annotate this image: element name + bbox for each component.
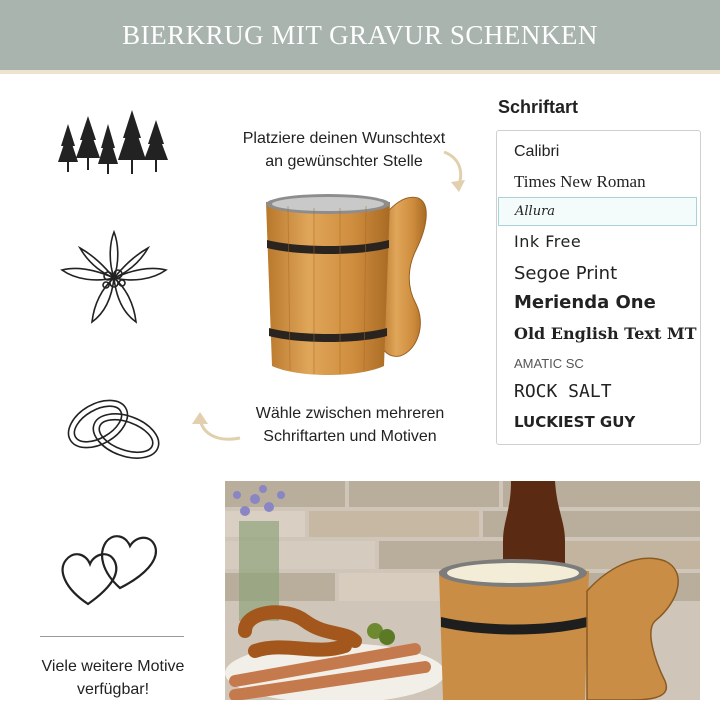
font-panel-title: Schriftart: [498, 97, 579, 117]
font-option-allura[interactable]: Allura: [498, 197, 697, 226]
trees-icon: [56, 110, 170, 178]
wedding-rings-icon: [64, 390, 164, 468]
hearts-icon: [58, 530, 158, 606]
caption-more-motifs: Viele weitere Motive verfügbar!: [41, 658, 185, 698]
font-option-calibri[interactable]: Calibri: [514, 142, 560, 160]
banner-divider: [0, 70, 720, 74]
font-option-merienda-one[interactable]: Merienda One: [514, 292, 656, 313]
header-banner: [0, 0, 720, 70]
caption-placement: Platziere deinen Wunschtext an gewünschter Stelle: [242, 130, 446, 170]
font-list: [496, 130, 701, 445]
font-option-segoe-print[interactable]: Segoe Print: [514, 263, 618, 284]
edelweiss-icon: [60, 230, 168, 326]
caption-fonts: Wähle zwischen mehreren Schriftarten und Motiven: [255, 405, 445, 445]
font-option-amatic-sc[interactable]: AMATIC SC: [514, 356, 584, 371]
curved-arrow-left-icon: [190, 410, 242, 446]
font-option-times-new-roman[interactable]: Times New Roman: [514, 171, 646, 191]
curved-arrow-down-icon: [438, 148, 468, 194]
motifs-divider: [40, 636, 184, 637]
font-option-old-english[interactable]: Old English Text MT: [514, 324, 697, 343]
wooden-mug-image: [258, 190, 438, 380]
font-option-ink-free[interactable]: Ink Free: [514, 232, 582, 251]
beer-mug-photo: [225, 481, 700, 700]
font-option-rock-salt[interactable]: ROCK SALT: [514, 381, 612, 402]
page-title: BIERKRUG MIT GRAVUR SCHENKEN: [122, 19, 598, 50]
font-option-luckiest-guy[interactable]: LUCKIEST GUY: [514, 412, 636, 431]
